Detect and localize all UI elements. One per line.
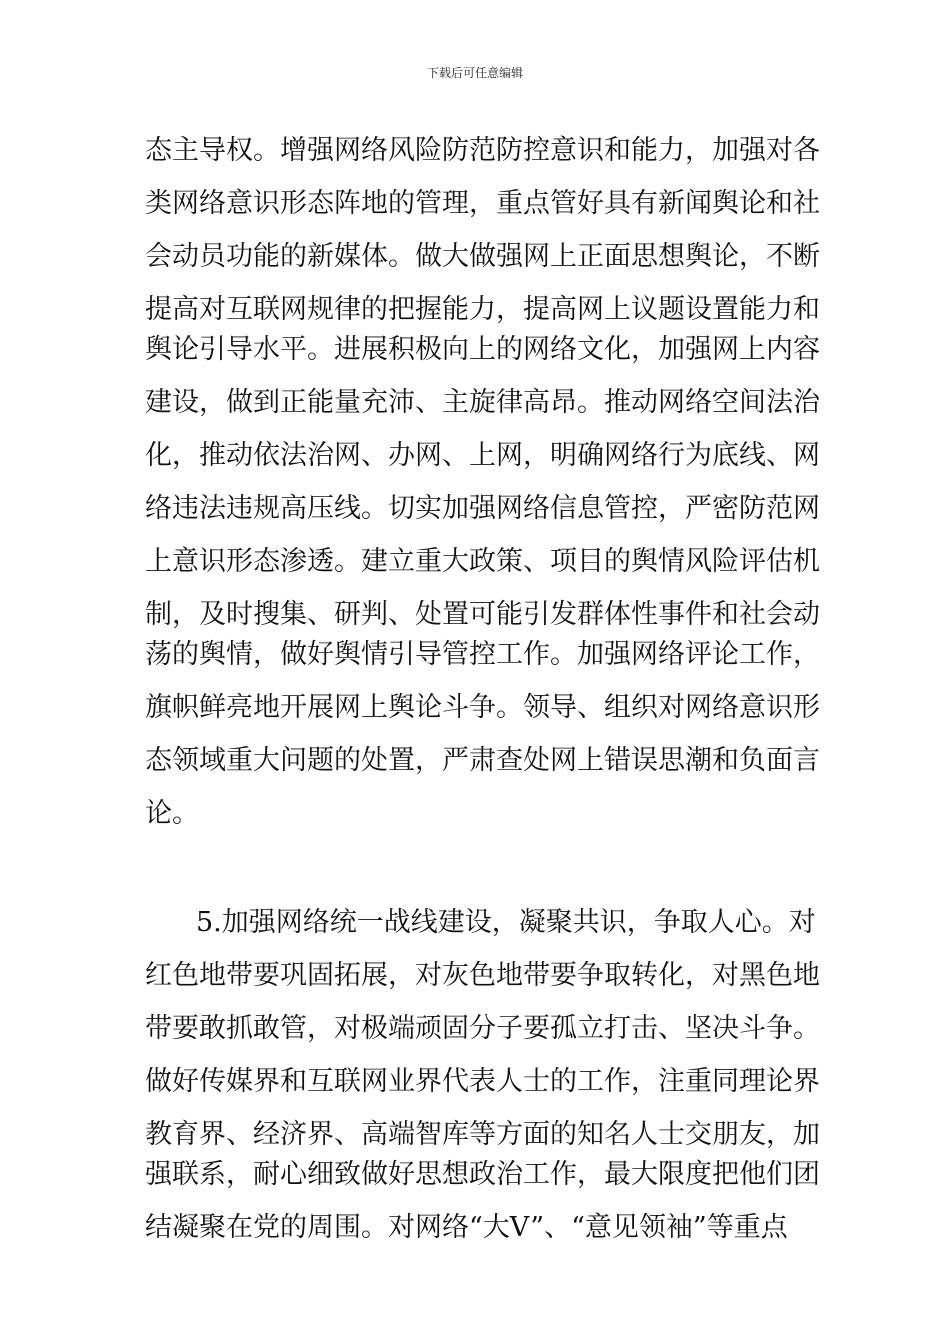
text-line: 类网络意识形态阵地的管理，重点管好具有新闻舆论和社 bbox=[145, 188, 820, 219]
text-line: 络违法违规高压线。切实加强网络信息管控，严密防范网 bbox=[145, 493, 820, 524]
text-line: 舆论引导水平。进展积极向上的网络文化，加强网上内容 bbox=[145, 334, 820, 365]
text-line: 旗帜鲜亮地开展网上舆论斗争。领导、组织对网络意识形 bbox=[145, 692, 820, 723]
text-line: 带要敢抓敢管，对极端顽固分子要孤立打击、坚决斗争。 bbox=[145, 1013, 820, 1044]
text-line: 上意识形态渗透。建立重大政策、项目的舆情风险评估机 bbox=[145, 546, 820, 577]
text-line: 化，推动依法治网、办网、上网，明确网络行为底线、网 bbox=[145, 440, 820, 471]
page-header: 下载后可任意编辑 bbox=[426, 66, 523, 80]
text-line: 建设，做到正能量充沛、主旋律高昂。推动网络空间法治 bbox=[145, 387, 820, 418]
text-line: 提高对互联网规律的把握能力，提高网上议题设置能力和 bbox=[145, 294, 820, 325]
text-line: 态主导权。增强网络风险防范防控意识和能力，加强对各 bbox=[145, 135, 820, 166]
text-line: 态领域重大问题的处置，严肃查处网上错误思潮和负面言 bbox=[145, 745, 820, 776]
text-line: 论。 bbox=[145, 798, 199, 829]
text-line: 荡的舆情，做好舆情引导管控工作。加强网络评论工作， bbox=[145, 639, 820, 670]
text-line: 5.加强网络统一战线建设，凝聚共识，争取人心。对 bbox=[196, 907, 816, 938]
text-line: 制，及时搜集、研判、处置可能引发群体性事件和社会动 bbox=[145, 599, 820, 630]
text-line: 教育界、经济界、高端智库等方面的知名人士交朋友，加 bbox=[145, 1119, 820, 1150]
text-line: 做好传媒界和互联网业界代表人士的工作，注重同理论界 bbox=[145, 1066, 820, 1097]
text-line: 会动员功能的新媒体。做大做强网上正面思想舆论，不断 bbox=[145, 241, 820, 272]
text-line: 结凝聚在党的周围。对网络“大V”、“意见领袖”等重点 bbox=[145, 1212, 788, 1243]
text-line: 强联系，耐心细致做好思想政治工作，最大限度把他们团 bbox=[145, 1159, 820, 1190]
text-line: 红色地带要巩固拓展，对灰色地带要争取转化，对黑色地 bbox=[145, 960, 820, 991]
